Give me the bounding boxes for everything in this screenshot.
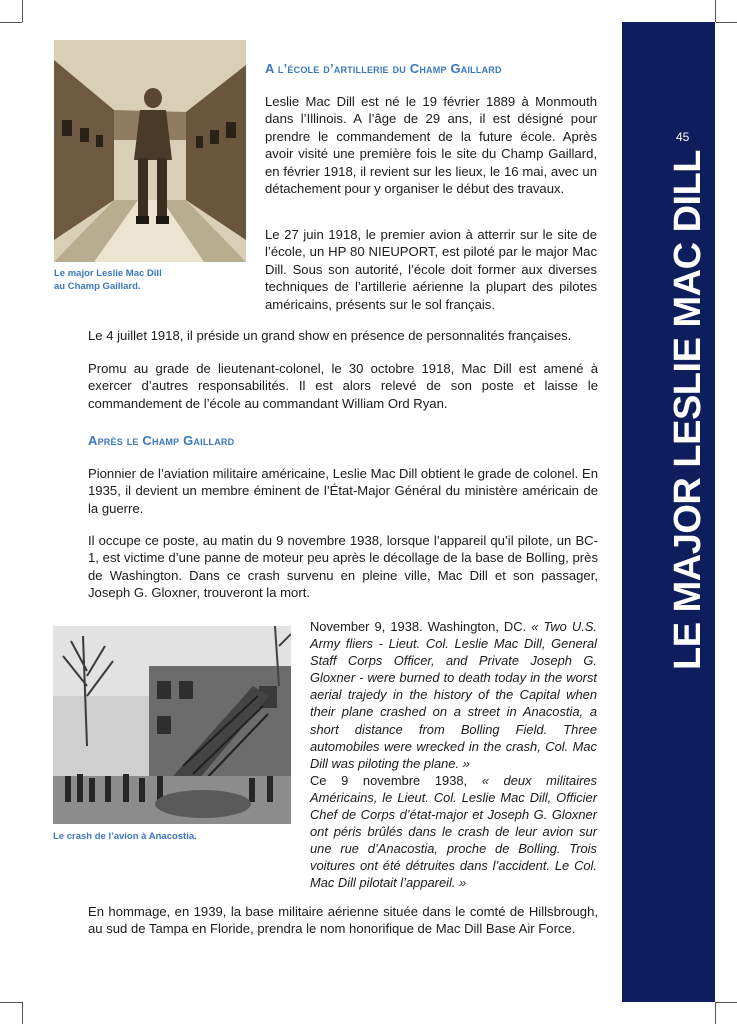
photo1-caption: Le major Leslie Mac Dill au Champ Gaillard. bbox=[54, 268, 162, 292]
section2-final-paragraph: En hommage, en 1939, la base militaire aérienne située dans le comté de Hillsbrough, au sud de Tampa en Floride, prendra le nom honorifique de Mac Dill Base Air Force. bbox=[88, 904, 598, 937]
crop-mark bbox=[22, 0, 23, 22]
sidebar-title: LE MAJOR LESLIE MAC DILL bbox=[667, 150, 709, 670]
section1-paragraph-2: Le 27 juin 1918, le premier avion à atterrir sur le site de l’école, un HP 80 NIEUPORT, est piloté par le major Mac Dill. Sous son autorité, l’école doit former aux diverses techniques de l’artillerie aérienne la plupart des pilotes américains, présents sur le sol français. bbox=[265, 227, 597, 312]
section2-paragraph-2: Il occupe ce poste, au matin du 9 novembre 1938, lorsque l’appareil qu’il pilote, un BC-1, est victime d’une panne de moteur peu après le décollage de la base de Bolling, près de Washington. Dans ce crash survenu en pleine ville, Mac Dill et son passager, Joseph G. Gloxner, trouveront la mort. bbox=[88, 533, 598, 601]
crop-mark bbox=[715, 1002, 716, 1024]
quote-english-lead: November 9, 1938. Washington, DC. bbox=[310, 619, 527, 634]
page-number: 45 bbox=[676, 130, 690, 144]
crop-mark bbox=[0, 22, 22, 23]
section1-paragraph-3: Le 4 juillet 1918, il préside un grand show en présence de personnalités françaises. bbox=[88, 328, 572, 343]
section1-paragraph-4: Promu au grade de lieutenant-colonel, le 30 octobre 1918, Mac Dill est amené à exercer d’autres responsabilités. Il est alors relevé de son poste et laisse le commandement de l’école au commandant William Ord Ryan. bbox=[88, 361, 598, 411]
photo-crash-anacostia bbox=[53, 626, 291, 824]
quote-french-lead: Ce 9 novembre 1938, bbox=[310, 772, 468, 788]
crop-mark bbox=[22, 1002, 23, 1024]
crop-mark bbox=[716, 1002, 737, 1003]
section2-heading: Après le Champ Gaillard bbox=[88, 433, 235, 448]
crop-mark bbox=[716, 22, 737, 23]
quote-block bbox=[310, 618, 597, 892]
crop-mark bbox=[0, 1002, 22, 1003]
crop-mark bbox=[715, 0, 716, 22]
photo2-caption: Le crash de l’avion à Anacostia. bbox=[53, 831, 197, 842]
section2-paragraph-1: Pionnier de l’aviation militaire américaine, Leslie Mac Dill obtient le grade de colonel. En 1935, il devient un membre éminent de l’État-Major Général du ministère américain de la guerre. bbox=[88, 466, 598, 516]
section1-heading: A l’école d’artillerie du Champ Gaillard bbox=[265, 61, 502, 76]
quote-french: « deux militaires Américains, le Lieut. Col. Leslie Mac Dill, Officier Chef de Corps d’état-major et Joseph G. Gloxner ont péris brûlés dans le crash de leur avion sur une rue d’Anacostia, proche de Bolling. Trois voitures ont été détruites dans l’accident. Le Col. Mac Dill pilotait l’appareil. » bbox=[310, 772, 597, 891]
section1-paragraph-1: Leslie Mac Dill est né le 19 février 1889 à Monmouth dans l’Illinois. A l’âge de 29 ans, il est désigné pour prendre le commandement de la future école. Après avoir visité une première fois le site du Champ Gaillard, en février 1918, il revient sur les lieux, le 16 mai, avec un détachement pour y organiser le début des travaux. bbox=[265, 94, 597, 197]
quote-english: « Two U.S. Army fliers - Lieut. Col. Leslie Mac Dill, General Staff Corps Officer, and Private Joseph G. Gloxner - were burned to death today in the worst aerial trajedy in the history of the Capital when their plane crashed on a street in Anacostia, a short distance from Bolling Field. Three automobiles were wrecked in the crash, Col. Mac Dill was piloting the plane. » bbox=[310, 619, 597, 771]
photo-major-mac-dill bbox=[54, 40, 246, 262]
